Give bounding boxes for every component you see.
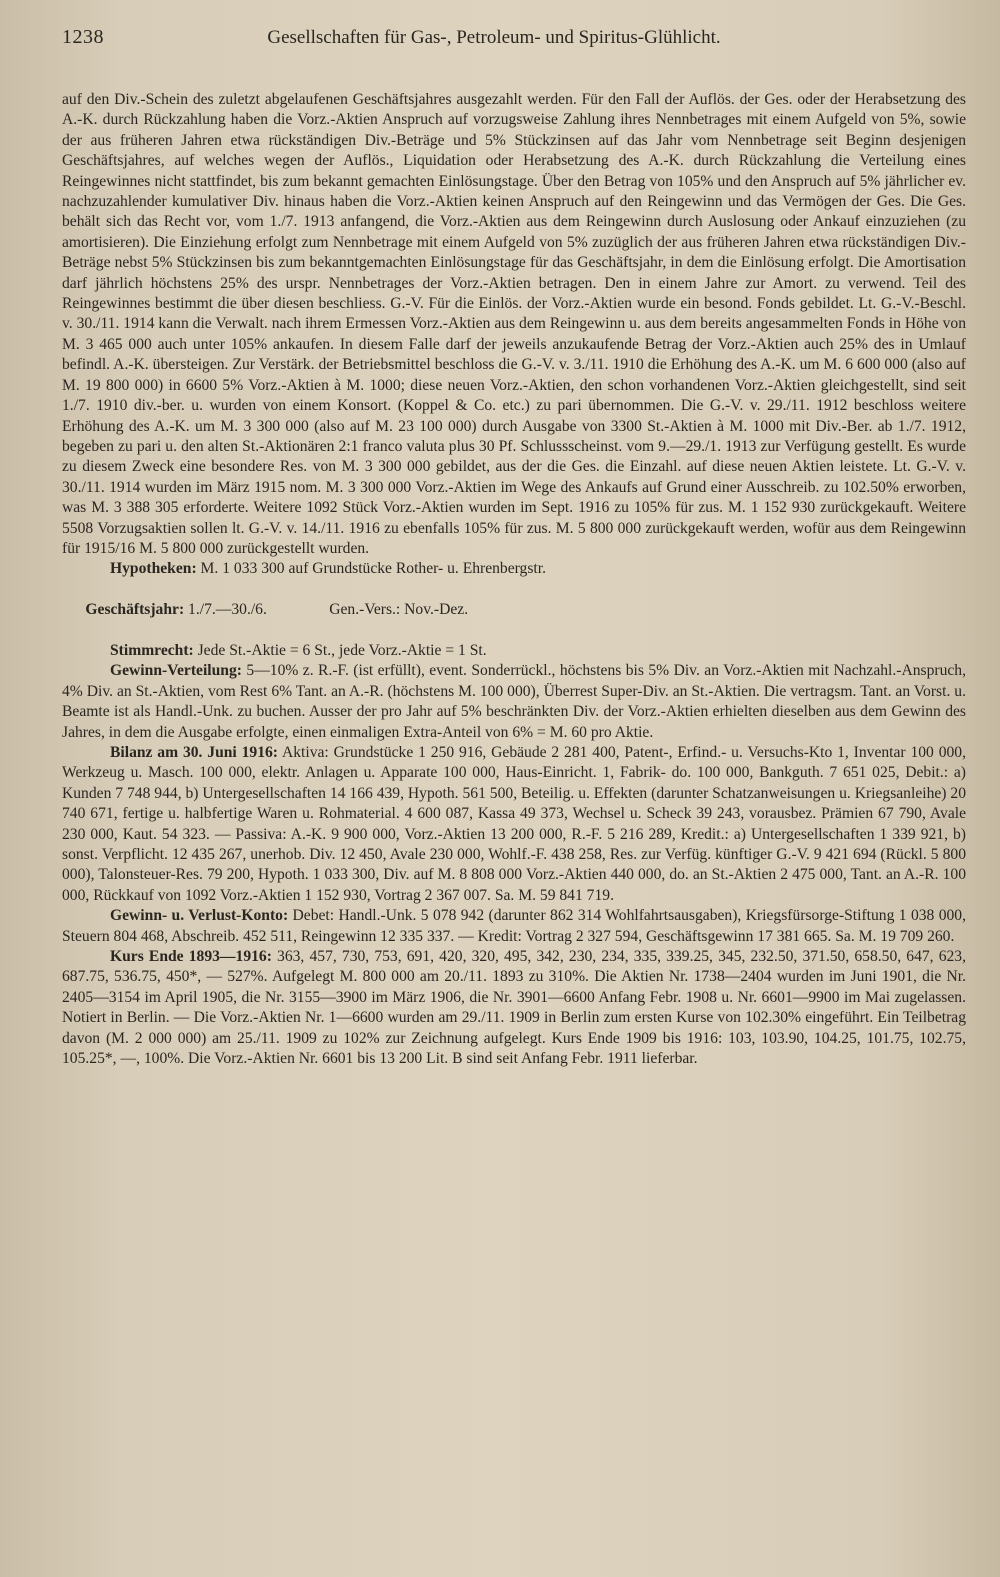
section-lead: Stimmrecht:	[110, 641, 194, 659]
paragraph-mortgages	[62, 559, 966, 579]
page-number: 1238	[62, 26, 104, 48]
document-body	[62, 90, 966, 1070]
running-title: Gesellschaften für Gas-, Petroleum- und Spiritus-Glühlicht.	[267, 27, 721, 48]
paragraph-voting-rights	[62, 641, 966, 661]
section-lead: Hypotheken:	[110, 560, 197, 578]
paragraph-text: auf den Div.-Schein des zuletzt abgelaufenen Geschäftsjahres ausgezahlt werden. Für den Fall der Auflös. der Ges. oder der Herabsetzung des A.-K. durch Rückzahlung haben die Vorz.-Aktien Anspruch auf vorzugsweise Zahlung ihres Nennbetrages mit einem Aufgeld von 5%, sowie der aus früheren Jahren etwa rückständigen Div.-Beträge und 5% Stückzinsen auf das Jahr vom Nennbetrage seit Beginn desjenigen Geschäftsjahres, auf welches wegen der Auflös., Liquidation oder Herabsetzung des A.-K. durch Rückzahlung die Verteilung eines Reingewinnes nicht stattfindet, bis zum bekannt gemachten Einlösungstage. Über den Betrag von 105% und den Anspruch auf 5% jährlicher ev. nachzuzahlender kumulativer Div. hinaus haben die Vorz.-Aktien keinen Anspruch auf den Reingewinn und das Vermögen der Ges. Die Ges. behält sich das Recht vor, vom 1./7. 1913 anfangend, die Vorz.-Aktien aus dem Reingewinn durch Auslosung oder Ankauf einzuziehen (zu amortisieren). Die Einziehung erfolgt zum Nennbetrage mit einem Aufgeld von 5% zuzüglich der aus früheren Jahren etwa rückständigen Div.-Beträge nebst 5% Stückzinsen bis zum bekanntgemachten Einlösungstage für das Geschäftsjahr, in dem die Einlösung erfolgt. Die Amortisation darf jährlich höchstens 25% des urspr. Nennbetrages der Vorz.-Aktien betragen. Den in einem Jahre zur Amort. zu verwend. Teil des Reingewinnes bestimmt die über diesen beschliess. G.-V. Für die Einlös. der Vorz.-Aktien wurde ein besond. Fonds gebildet. Lt. G.-V.-Beschl. v. 30./11. 1914 kann die Verwalt. nach ihrem Ermessen Vorz.-Aktien aus dem Reingewinn u. aus dem bereits angesammelten Fonds in Höhe von M. 3 465 000 auch unter 105% ankaufen. In diesem Falle darf der jeweils anzukaufende Betrag der Vorz.-Aktien auch 25% des in Umlauf befindl. A.-K. übersteigen. Zur Verstärk. der Betriebsmittel beschloss die G.-V. v. 3./11. 1910 die Erhöhung des A.-K. um M. 6 600 000 (also auf M. 19 800 000) in 6600 5% Vorz.-Aktien à M. 1000; diese neuen Vorz.-Aktien, den schon vorhandenen Vorz.-Aktien gleichgestellt, sind seit 1./7. 1910 div.-ber. u. wurden von einem Konsort. (Koppel & Co. etc.) zu pari übernommen. Die G.-V. v. 29./11. 1912 beschloss weitere Erhöhung des A.-K. um M. 3 300 000 (also auf M. 23 100 000) durch Ausgabe von 3300 St.-Aktien à M. 1000 mit Div.-Ber. ab 1./7. 1912, begeben zu pari u. den alten St.-Aktionären 2:1 franco valuta plus 30 Pf. Schlussscheinst. vom 9.—29./1. 1913 zur Verfügung gestellt. Es wurde zu diesem Zweck eine besondere Res. von M. 3 300 000 gebildet, aus der die Ges. die Einzahl. auf diese neuen Aktien leistete. Lt. G.-V. v. 30./11. 1914 wurden im März 1915 nom. M. 3 300 000 Vorz.-Aktien im Wege des Ankaufs auf Grund einer Ausschreib. zu 102.50% erworben, was M. 3 388 305 erforderte. Weitere 1092 Stück Vorz.-Aktien wurden im Sept. 1916 zu 105% für zus. M. 1 152 930 zurückgekauft. Weitere 5508 Vorzugsaktien sollen lt. G.-V. v. 14./11. 1916 zu ebenfalls 105% für zus. M. 5 800 000 zurückgekauft werden, wofür aus dem Reingewinn für 1915/16 M. 5 800 000 zurückgestellt wurden.	[62, 91, 966, 557]
paragraph-text: 1./7.—30./6. Gen.-Vers.: Nov.-Dez.	[184, 601, 469, 619]
section-lead: Gewinn- u. Verlust-Konto:	[110, 907, 289, 925]
paragraph-text: Debet: Handl.-Unk. 5 078 942 (darunter 862 314 Wohlfahrtsausgaben), Kriegsfürsorge-Stiftung 1 038 000, Steuern 804 468, Abschreib. 452 511, Reingewinn 12 335 337. — Kredit: Vortrag 2 327 594, Geschäftsgewinn 17 381 665. Sa. M. 19 709 260.	[62, 907, 967, 945]
paragraph-text: Jede St.-Aktie = 6 St., jede Vorz.-Aktie = 1 St.	[193, 641, 487, 659]
paragraph-text: 363, 457, 730, 753, 691, 420, 320, 495, 342, 230, 234, 335, 339.25, 345, 232.50, 371.50, 658.50, 647, 623, 687.75, 536.75, 450*, — 527%. Aufgelegt M. 800 000 am 20./11. 1893 zu 310%. Die Aktien Nr. 1738—2404 wurden im Juni 1901, die Nr. 2405—3154 im April 1905, die Nr. 3155—3900 im März 1906, die Nr. 3901—6600 Anfang Febr. 1908 u. Nr. 6601—9900 im Mai zugelassen. Notiert in Berlin. — Die Vorz.-Aktien Nr. 1—6600 wurden am 29./11. 1909 in Berlin zum ersten Kurse von 102.30% eingeführt. Ein Teilbetrag davon (M. 2 000 000) am 25./11. 1909 zu 102% zur Zeichnung aufgelegt. Kurs Ende 1909 bis 1916: 103, 103.90, 104.25, 101.75, 102.75, 105.25*, —, 100%. Die Vorz.-Aktien Nr. 6601 bis 13 200 Lit. B sind seit Anfang Febr. 1911 lieferbar.	[62, 948, 967, 1068]
paragraph-text: Aktiva: Grundstücke 1 250 916, Gebäude 2 281 400, Patent-, Erfind.- u. Versuchs-Kto 1, Inventar 100 000, Werkzeug u. Masch. 100 000, elektr. Anlagen u. Apparate 100 000, Haus-Einricht. 1, Fabrik- do. 100 000, Bankguth. 7 651 025, Debit.: a) Kunden 7 748 944, b) Untergesellschaften 14 166 439, Hypoth. 561 500, Beteilig. u. Effekten (darunter Schatzanweisungen u. Kriegsanleihe) 20 740 671, fertige u. halbfertige Waren u. Rohmaterial. 4 600 087, Kassa 49 373, Wechsel u. Scheck 39 243, vorausbez. Prämien 67 790, Avale 230 000, Kaut. 54 323. — Passiva: A.-K. 9 900 000, Vorz.-Aktien 13 200 000, R.-F. 5 216 289, Kredit.: a) Untergesellschaften 1 339 921, b) sonst. Verpflicht. 12 435 267, unerhob. Div. 12 450, Avale 230 000, Wohlf.-F. 438 258, Res. zur Verfüg. künftiger G.-V. 9 421 694 (Rückl. 5 800 000), Talonsteuer-Res. 79 200, Hypoth. 1 033 300, Div. auf M. 8 808 000 Vorz.-Aktien 440 000, do. an St.-Aktien 2 475 000, Tant. an A.-R. 100 000, Rückkauf von 1092 Vorz.-Aktien 1 152 930, Vortrag 2 367 007. Sa. M. 59 841 719.	[62, 744, 966, 904]
section-lead: Kurs Ende 1893—1916:	[110, 948, 272, 966]
page-header	[62, 26, 966, 70]
paragraph-preferred-shares	[62, 90, 966, 559]
section-lead: Geschäftsjahr:	[85, 601, 185, 619]
paragraph-text: 5—10% z. R.-F. (ist erfüllt), event. Sonderrückl., höchstens bis 5% Div. an Vorz.-Aktien mit Nachzahl.-Anspruch, 4% Div. an St.-Aktien, vom Rest 6% Tant. an A.-R. (höchstens M. 100 000), Überrest Super-Div. an St.-Aktien. Die vertragsm. Tant. an Vorst. u. Beamte ist als Handl.-Unk. zu buchen. Ausser der pro Jahr auf 5% beschränkten Div. der Vorz.-Aktien erhielten dieselben aus dem Gewinn des Jahres, in dem die Ausgabe erfolgte, einen einmaligen Extra-Anteil von 6% = M. 60 pro Aktie.	[62, 662, 966, 741]
section-lead: Bilanz am 30. Juni 1916:	[110, 744, 278, 761]
paragraph-share-prices	[62, 947, 966, 1069]
paragraph-fiscal-year	[62, 580, 966, 641]
paragraph-profit-distribution	[62, 661, 966, 743]
section-lead: Gewinn-Verteilung:	[110, 662, 242, 680]
paragraph-balance-sheet	[62, 743, 966, 906]
paragraph-text: M. 1 033 300 auf Grundstücke Rother- u. Ehrenbergstr.	[196, 560, 546, 578]
paragraph-profit-loss-account	[62, 906, 966, 947]
